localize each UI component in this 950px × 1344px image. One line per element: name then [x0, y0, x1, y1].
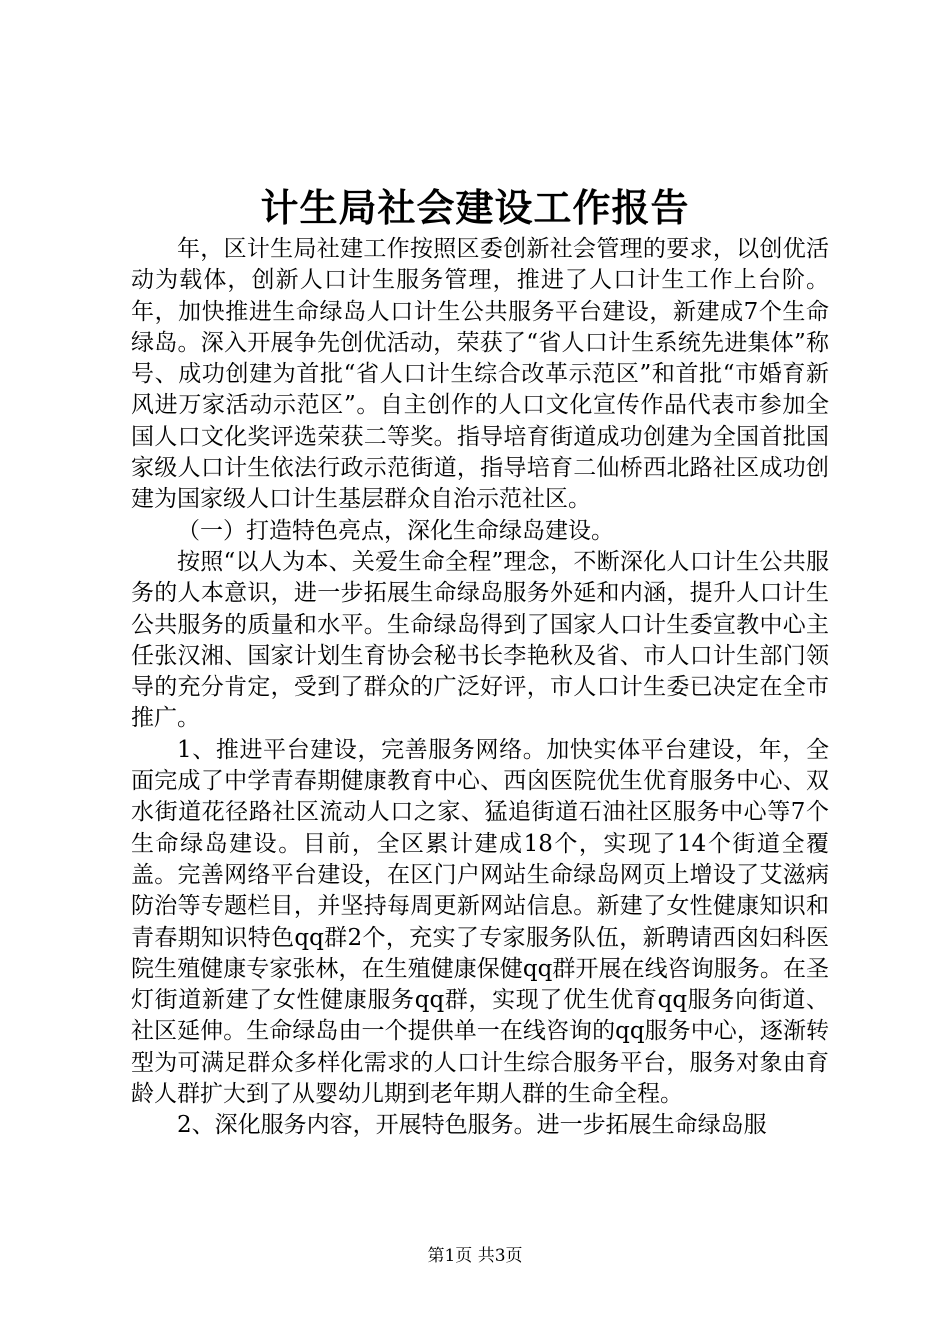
- document-body: [131, 234, 829, 1142]
- document-title: 计生局社会建设工作报告: [260, 185, 690, 230]
- paragraph-item-1: 1、推进平台建设，完善服务网络。加快实体平台建设，年，全面完成了中学青春期健康教育中心、西囟医院优生优育服务中心、双水街道花径路社区流动人口之家、猛追街道石油社区服务中心等7个生命绿岛建设。目前，全区累计建成18个，实现了14个街道全覆盖。完善网络平台建设，在区门户网站生命绿岛网页上增设了艾滋病防治等专题栏目，并坚持每周更新网站信息。新建了女性健康知识和青春期知识特色qq群2个，充实了专家服务队伍，新聘请西囟妇科医院生殖健康专家张林，在生殖健康保健qq群开展在线咨询服务。在圣灯街道新建了女性健康服务qq群，实现了优生优育qq服务向街道、社区延伸。生命绿岛由一个提供单一在线咨询的qq服务中心，逐渐转型为可满足群众多样化需求的人口计生综合服务平台，服务对象由育龄人群扩大到了从婴幼儿期到老年期人群的生命全程。: [131, 736, 829, 1108]
- page-number-footer: 第1页 共3页: [427, 1246, 523, 1266]
- paragraph-concept: 按照“以人为本、关爱生命全程”理念，不断深化人口计生公共服务的人本意识，进一步拓展生命绿岛服务外延和内涵，提升人口计生公共服务的质量和水平。生命绿岛得到了国家人口计生委宣教中心主任张汉湘、国家计划生育协会秘书长李艳秋及省、市人口计生部门领导的充分肯定，受到了群众的广泛好评，市人口计生委已决定在全市推广。: [131, 548, 829, 732]
- paragraph-intro: 年，区计生局社建工作按照区委创新社会管理的要求，以创优活动为载体，创新人口计生服务管理，推进了人口计生工作上台阶。年，加快推进生命绿岛人口计生公共服务平台建设，新建成7个生命绿岛。深入开展争先创优活动，荣获了“省人口计生系统先进集体”称号、成功创建为首批“省人口计生综合改革示范区”和首批“市婚育新风进万家活动示范区”。自主创作的人口文化宣传作品代表市参加全国人口文化奖评选荣获二等奖。指导培育街道成功创建为全国首批国家级人口计生依法行政示范街道，指导培育二仙桥西北路社区成功创建为国家级人口计生基层群众自治示范社区。: [131, 236, 829, 513]
- section-heading: （一）打造特色亮点，深化生命绿岛建设。: [177, 517, 614, 544]
- paragraph-item-2: 2、深化服务内容，开展特色服务。进一步拓展生命绿岛服: [177, 1112, 767, 1139]
